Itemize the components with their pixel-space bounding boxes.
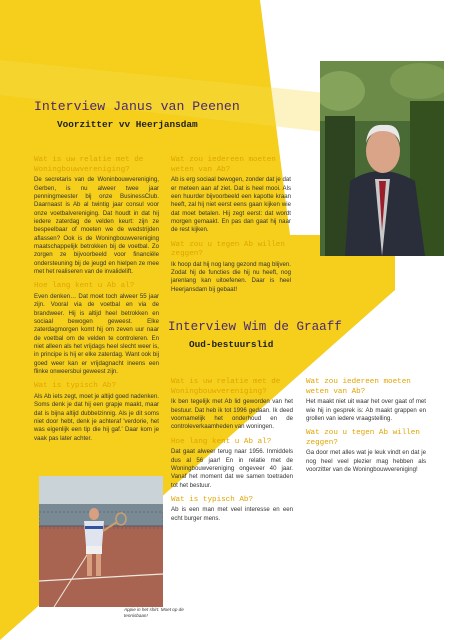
answer-text: Het maakt niet uit waar het over gaat of met wie hij in gesprek is: Ab maakt grappen en grollen van iedere vraagstelling.	[306, 398, 426, 422]
article1-left-column	[34, 156, 159, 449]
question-heading: Hoe lang kent u Ab al?	[34, 282, 135, 291]
article2-left-column	[171, 378, 293, 529]
question-heading: Wat is uw relatie met de Woningbouwvereniging?	[34, 156, 144, 174]
question-heading: Wat zou iedereen moeten weten van Ab?	[306, 378, 411, 396]
article1-title: Interview Janus van Peenen	[34, 99, 240, 114]
answer-text: Dat gaat alweer terug naar 1956. Inmiddels dus al 56 jaar! En in relatie met de Woningbouwvereniging ongeveer 40 jaar. Vanaf het moment dat we samen toetraden tot het bestuur.	[171, 448, 293, 489]
photo-caption: Appie in het shirt. Moet op de tennisbaan!	[124, 607, 184, 618]
question-heading: Wat is typisch Ab?	[171, 495, 254, 504]
answer-text: Als Ab iets zegt, moet je altijd goed nadenken. Soms denk je dat hij een grapje maakt, maar dat is bijna altijd dubbelzinnig. Als je dit soms niet door hebt, denk je achteraf 'verdorie, het was eigenlijk een tip die hij gaf.' Daar kom je vaak pas later achter.	[34, 392, 159, 442]
question-heading: Wat zou iedereen moeten weten van Ab?	[171, 156, 276, 174]
answer-text: Ab is een man met veel interesse en een echt burger mens.	[171, 506, 293, 522]
article2-title: Interview Wim de Graaff	[168, 320, 342, 334]
photo-janus-van-peenen	[320, 61, 444, 256]
question-heading: Wat zou u tegen Ab willen zeggen?	[306, 429, 420, 447]
answer-text: Ik ben tegelijk met Ab lid geworden van het bestuur. Dat heb ik tot 1996 gedaan. Ik deed voornamelijk het onderhoud en de controleverkaamheden van woningen.	[171, 398, 293, 431]
article1-right-column	[171, 156, 291, 300]
question-heading: Wat is uw relatie met de Woningbouwvereniging?	[171, 378, 281, 396]
photo-tennis-court	[39, 476, 163, 607]
article2-subtitle: Oud-bestuurslid	[189, 339, 274, 350]
answer-text: De secretaris van de Woninbouwvereniging, Gerben, is nu alweer twee jaar penningmeester bij onze BusinessClub. Daarnaast is Ab al twintig jaar consul voor onze voetbalvereniging. Dat houdt in dat hij iedere zaterdag de velden keurt: zijn ze bespeelbaar of moeten we de wedstrijden aflassen? Ook is de Woningbouwvereniging maatschappelijk betrokken bij de voetbal. Zo zorgen ze bijvoorbeeld voor financiële ondersteuning bij de jeugd en hielpen ze mee met het realiseren van de invalidelift.	[34, 176, 159, 275]
article1-subtitle: Voorzitter vv Heerjansdam	[57, 119, 198, 130]
question-heading: Hoe lang kent u Ab al?	[171, 437, 272, 446]
question-heading: Wat zou u tegen Ab willen zeggen?	[171, 240, 285, 259]
answer-text: Ga door met alles wat je leuk vindt en dat je nog heel veel plezier mag hebben als voorzitter van de Woningbouwvereniging!	[306, 449, 426, 474]
answer-text: Ab is erg sociaal bewogen, zonder dat je dat er meteen aan af ziet. Dat is heel mooi. Als een huurder bijvoorbeeld een kapotte kraan heeft, zal hij niet eerst eens gaan kijken wie dat moet betalen. Hij zegt eerst: dat wordt morgen gemaakt. En pas dan gaat hij naar de rest kijken.	[171, 176, 291, 234]
answer-text: Ik hoop dat hij nog lang gezond mag blijven. Zodat hij de functies die hij nu heeft, nog jarenlang kan uitoefenen. Daar is heel Heerjansdam bij gebaat!	[171, 260, 291, 293]
article2-right-column	[306, 378, 426, 480]
question-heading: Wat is typisch Ab?	[34, 382, 117, 391]
answer-text: Even denken… Dat moet toch alweer 55 jaar zijn. Vooral via de voetbal en via de brandweer. Hij is altijd heel betrokken en sociaal bewogen geweest. Elke zaterdagmorgen komt hij om zeven uur naar de voetbal om de velden te controleren. En niet alleen als het vrijdags heel slecht weer is, in principe is hij er elke zaterdag. Want ook bij goed weer kan er vrijdagnacht ineens een flinke onweersbui geweest zijn.	[34, 292, 159, 375]
